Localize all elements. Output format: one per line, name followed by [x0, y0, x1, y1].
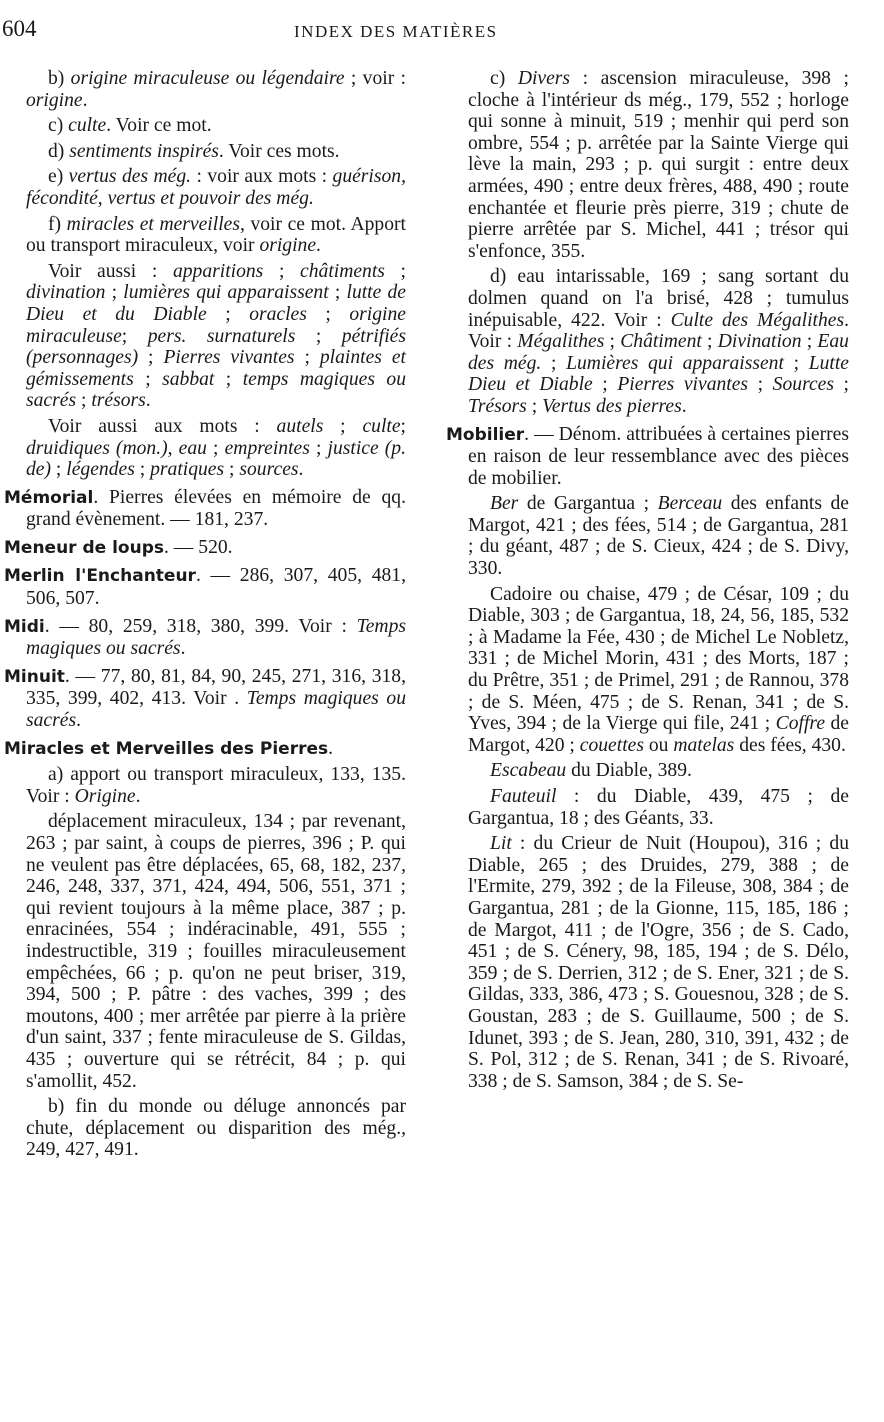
entry-heading: Minuit: [4, 666, 65, 687]
entry-text: f) miracles et merveilles, voir ce mot. Apport ou transport miraculeux, voir origine.: [26, 213, 406, 257]
left-column: [4, 68, 406, 1165]
entry-heading: Mémorial: [4, 487, 94, 508]
entry-text: Voir aussi aux mots : autels ; culte; druidiques (mon.), eau ; empreintes ; justice (p. de) ; légendes ; pratiques ; sources.: [26, 415, 407, 481]
entry-text: b) fin du monde ou déluge annoncés par chute, déplacement ou disparition des még., 249, 427, 491.: [26, 1096, 406, 1161]
index-entry: Minuit. — 77, 80, 81, 84, 90, 245, 271, 316, 318, 335, 399, 402, 413. Voir . Temps magiques ou sacrés.: [4, 665, 406, 732]
entry-heading: Merlin l'Enchanteur: [4, 566, 196, 587]
entry-text: a) apport ou transport miraculeux, 133, 135. Voir : Origine.: [26, 764, 406, 807]
entry-text: Ber de Gargantua ; Berceau des enfants de Margot, 421 ; des fées, 514 ; de Gargantua, 281 ; du géant, 487 ; de S. Cieux, 424 ; de S. Divy, 330.: [468, 493, 850, 580]
entry-heading: Mobilier: [446, 424, 525, 445]
right-column: [446, 68, 849, 1096]
index-entry: Mobilier. — Dénom. attribuées à certaines pierres en raison de leur ressemblance avec des pièces de mobilier.: [446, 423, 849, 489]
entry-text: Cadoire ou chaise, 479 ; de César, 109 ; du Diable, 303 ; de Gargantua, 18, 24, 56, 185, 532 ; à Madame la Fée, 430 ; de Michel Le Nobletz, 331 ; de Michel Morin, 431 ; des Morts, 187 ; du Prêtre, 351 ; de Primel, 291 ; de Rannou, 378 ; de S. Méen, 475 ; de S. Renan, 341 ; de S. Yves, 394 ; de la Vierge qui file, 241 ; Coffre de Margot, 420 ; couettes ou matelas des fées, 430.: [468, 583, 849, 756]
index-entry: Midi. — 80, 259, 318, 380, 399. Voir : Temps magiques ou sacrés.: [4, 615, 406, 660]
entry-text: c) Divers : ascension miraculeuse, 398 ; cloche à l'intérieur ds még., 179, 552 ; horloge qui sonne à minuit, 519 ; menhir qui perd son ombre, 554 ; p. arrêtée par la Sainte Vierge qui lève la main, 293 ; p. qui surgit : entre deux armées, 490 ; entre deux frères, 488, 490 ; route enchantée et fleurie près pierre, 319 ; chute de pierre arrêtée par S. Michel, 441 ; trésor qui s'enfonce, 355.: [468, 68, 849, 262]
index-entry: Miracles et Merveilles des Pierres.: [4, 737, 334, 759]
entry-text: Voir aussi : apparitions ; châtiments ; divination ; lumières qui apparaissent ; lutte de Dieu et du Diable ; oracles ; origine miraculeuse; pers. surnaturels ; pétrifiés (personnages) ; Pierres vivantes ; plaintes et gémissements ; sabbat ; temps magiques ou sacrés ; trésors.: [26, 260, 407, 412]
entry-text: Escabeau du Diable, 389.: [490, 760, 692, 782]
page-number: 604: [2, 16, 37, 41]
entry-heading: Meneur de loups: [4, 537, 164, 558]
index-entry: Mémorial. Pierres élevées en mémoire de qq. grand évènement. — 181, 237.: [4, 486, 406, 531]
entry-text: d) sentiments inspirés. Voir ces mots.: [48, 140, 340, 162]
entry-text: b) origine miraculeuse ou légendaire ; voir : origine.: [26, 68, 406, 111]
running-title: INDEX DES MATIÈRES: [294, 22, 498, 41]
entry-text: Fauteuil : du Diable, 439, 475 ; de Gargantua, 18 ; des Géants, 33.: [468, 786, 849, 829]
entry-text: Lit : du Crieur de Nuit (Houpou), 316 ; du Diable, 265 ; des Druides, 279, 388 ; de l'Ermite, 279, 392 ; de la Fileuse, 308, 384 ; de Gargantua, 281 ; de la Gionne, 115, 185, 186 ; de Margot, 411 ; de l'Ogre, 356 ; de S. Cado, 451 ; de S. Cénery, 98, 185, 194 ; de S. Délo, 359 ; de S. Derrien, 312 ; de S. Ener, 321 ; de S. Gildas, 333, 386, 473 ; S. Gouesnou, 328 ; de S. Goustan, 283 ; de S. Guillaume, 500 ; de S. Idunet, 393 ; de S. Jean, 280, 310, 391, 432 ; de S. Pol, 312 ; de S. Renan, 341 ; de S. Rivoaré, 338 ; de S. Samson, 384 ; de S. Se-: [468, 833, 849, 1092]
entry-text: e) vertus des még. : voir aux mots : guérison, fécondité, vertus et pouvoir des még.: [26, 166, 406, 209]
entry-heading: Midi: [4, 616, 45, 637]
index-entry: Meneur de loups. — 520.: [4, 536, 233, 558]
entry-heading: Miracles et Merveilles des Pierres: [4, 738, 329, 759]
entry-text: c) culte. Voir ce mot.: [48, 115, 212, 137]
entry-text: d) eau intarissable, 169 ; sang sortant du dolmen quand on l'a brisé, 428 ; tumulus inépuisable, 422. Voir : Culte des Mégalithes. Voir : Mégalithes ; Châtiment ; Divination ; Eau des még. ; Lumières qui apparaissent ; Lutte Dieu et Diable ; Pierres vivantes ; Sources ; Trésors ; Vertus des pierres.: [468, 266, 850, 417]
entry-text: déplacement miraculeux, 134 ; par revenant, 263 ; par saint, à coups de pierres, 396 ; P. qui ne veulent pas être déplacées, 65, 68, 182, 237, 246, 248, 337, 371, 424, 494, 506, 551, 371 ; qui revient toujours à la même place, 387 ; p. enracinées, 554 ; indéracinable, 491, 555 ; indestructible, 319 ; fouilles miraculeusement empêchées, 66 ; p. qu'on ne peut briser, 319, 394, 500 ; P. pâtre : des vaches, 399 ; des moutons, 400 ; mer arrêtée par pierre à la prière d'un saint, 337 ; fente miraculeuse de S. Gildas, 435 ; ouverture qui se rétrécit, 84 ; p. qui s'amollit, 452.: [26, 811, 406, 1092]
page-header: [2, 16, 884, 44]
index-entry: Merlin l'Enchanteur. — 286, 307, 405, 481, 506, 507.: [4, 565, 406, 610]
